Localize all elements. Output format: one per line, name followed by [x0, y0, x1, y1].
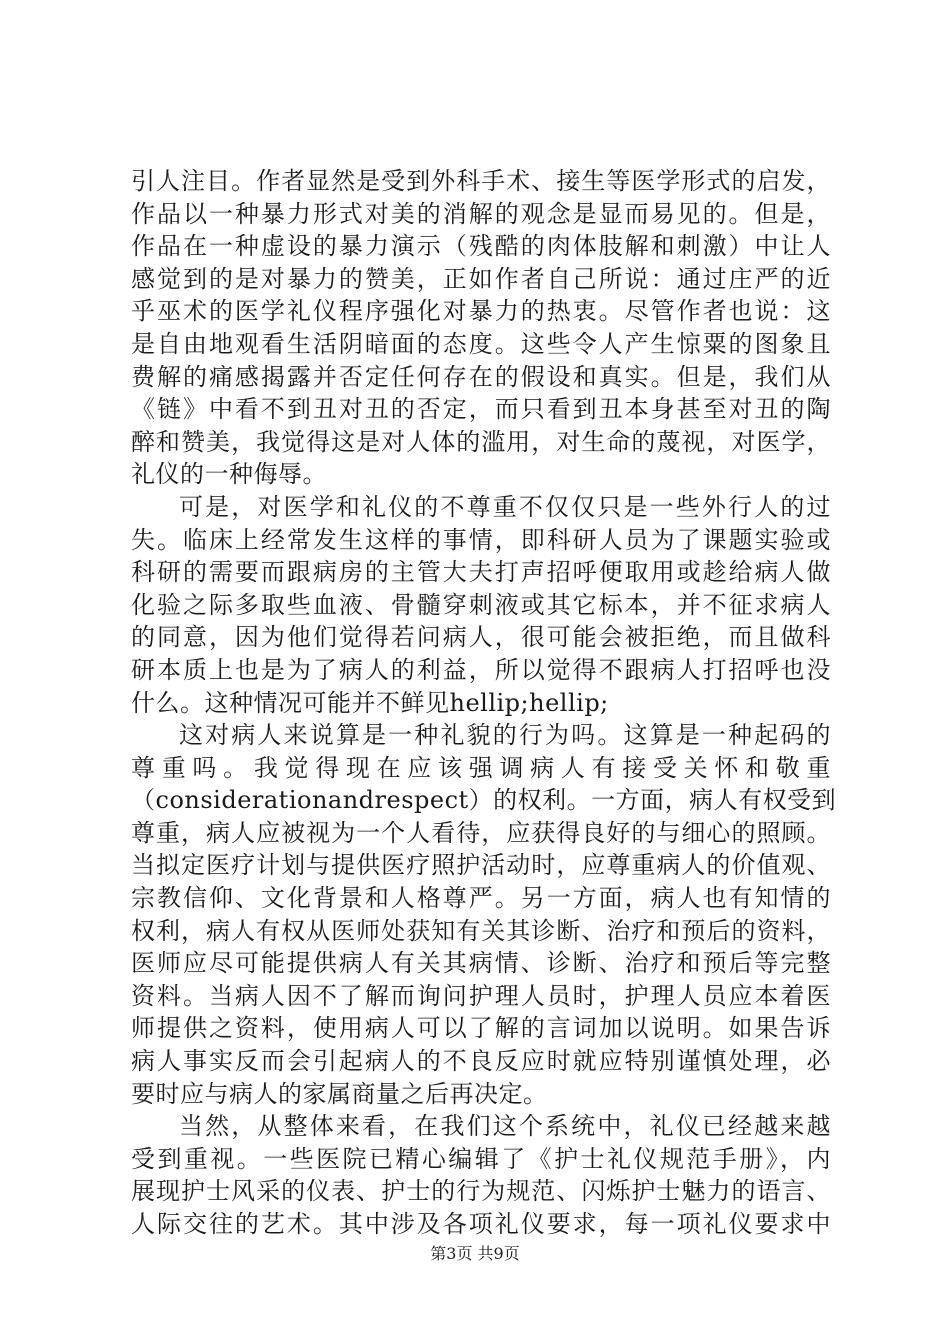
text-line: 这对病人来说算是一种礼貌的行为吗。这算是一种起码的 [179, 721, 831, 750]
text-line: 礼仪的一种侮辱。 [131, 460, 327, 489]
paragraph [131, 1110, 831, 1240]
text-line: 什么。这种情况可能并不鲜见hellip;hellip; [131, 688, 609, 717]
text-line: 当拟定医疗计划与提供医疗照护活动时，应尊重病人的价值观、 [131, 851, 831, 880]
paragraph [131, 719, 837, 1110]
text-line: 费解的痛感揭露并否定任何存在的假设和真实。但是，我们从 [131, 362, 831, 391]
page-footer [0, 1241, 950, 1264]
text-line: 感觉到的是对暴力的赞美，正如作者自己所说：通过庄严的近 [131, 264, 831, 293]
text-line: 作品在一种虚设的暴力演示（残酷的肉体肢解和刺激）中让人 [131, 232, 831, 261]
text-line: 失。临床上经常发生这样的事情，即科研人员为了课题实验或 [131, 525, 831, 554]
text-line: 研本质上也是为了病人的利益，所以觉得不跟病人打招呼也没 [131, 655, 831, 684]
body-text [131, 165, 837, 1241]
text-line: 受到重视。一些医院已精心编辑了《护士礼仪规范手册》，内 [131, 1144, 831, 1173]
text-line: 宗教信仰、文化背景和人格尊严。另一方面，病人也有知情的 [131, 884, 831, 913]
text-line: 引人注目。作者显然是受到外科手术、接生等医学形式的启发， [131, 167, 831, 195]
paragraph [131, 165, 831, 491]
text-line: 病人事实反而会引起病人的不良反应时就应特别谨慎处理，必 [131, 1047, 831, 1076]
page-number-label: 第3页 共9页 [430, 1244, 520, 1263]
text-line: 作品以一种暴力形式对美的消解的观念是显而易见的。但是， [131, 199, 831, 228]
text-line: 《链》中看不到丑对丑的否定，而只看到丑本身甚至对丑的陶 [131, 395, 831, 424]
text-line: 的同意，因为他们觉得若问病人，很可能会被拒绝，而且做科 [131, 623, 831, 652]
text-line: 醉和赞美，我觉得这是对人体的滥用，对生命的蔑视，对医学， [131, 427, 831, 456]
text-line: 化验之际多取些血液、骨髓穿刺液或其它标本，并不征求病人 [131, 590, 831, 619]
text-line: 权利，病人有权从医师处获知有关其诊断、治疗和预后的资料， [131, 916, 831, 945]
text-line: 尊重吗。我觉得现在应该强调病人有接受关怀和敬重 [131, 753, 831, 782]
text-line: 是自由地观看生活阴暗面的态度。这些令人产生惊粟的图象且 [131, 329, 831, 358]
text-line: 医师应尽可能提供病人有关其病情、诊断、治疗和预后等完整 [131, 949, 831, 978]
paragraph [131, 491, 831, 719]
text-line: 可是，对医学和礼仪的不尊重不仅仅只是一些外行人的过 [179, 492, 831, 521]
text-line: 科研的需要而跟病房的主管大夫打声招呼便取用或趁给病人做 [131, 558, 831, 587]
text-line: 当然，从整体来看，在我们这个系统中，礼仪已经越来越 [179, 1112, 831, 1141]
text-line: 人际交往的艺术。其中涉及各项礼仪要求，每一项礼仪要求中 [131, 1210, 831, 1238]
text-line: 资料。当病人因不了解而询问护理人员时，护理人员应本着医 [131, 981, 831, 1010]
text-line: （considerationandrespect）的权利。一方面，病人有权受到 [131, 786, 837, 815]
text-line: 尊重，病人应被视为一个人看待，应获得良好的与细心的照顾。 [131, 818, 831, 847]
text-line: 展现护士风采的仪表、护士的行为规范、闪烁护士魅力的语言、 [131, 1177, 831, 1206]
text-line: 师提供之资料，使用病人可以了解的言词加以说明。如果告诉 [131, 1014, 831, 1043]
text-line: 乎巫术的医学礼仪程序强化对暴力的热衷。尽管作者也说：这 [131, 297, 831, 326]
text-line: 要时应与病人的家属商量之后再决定。 [131, 1079, 548, 1108]
